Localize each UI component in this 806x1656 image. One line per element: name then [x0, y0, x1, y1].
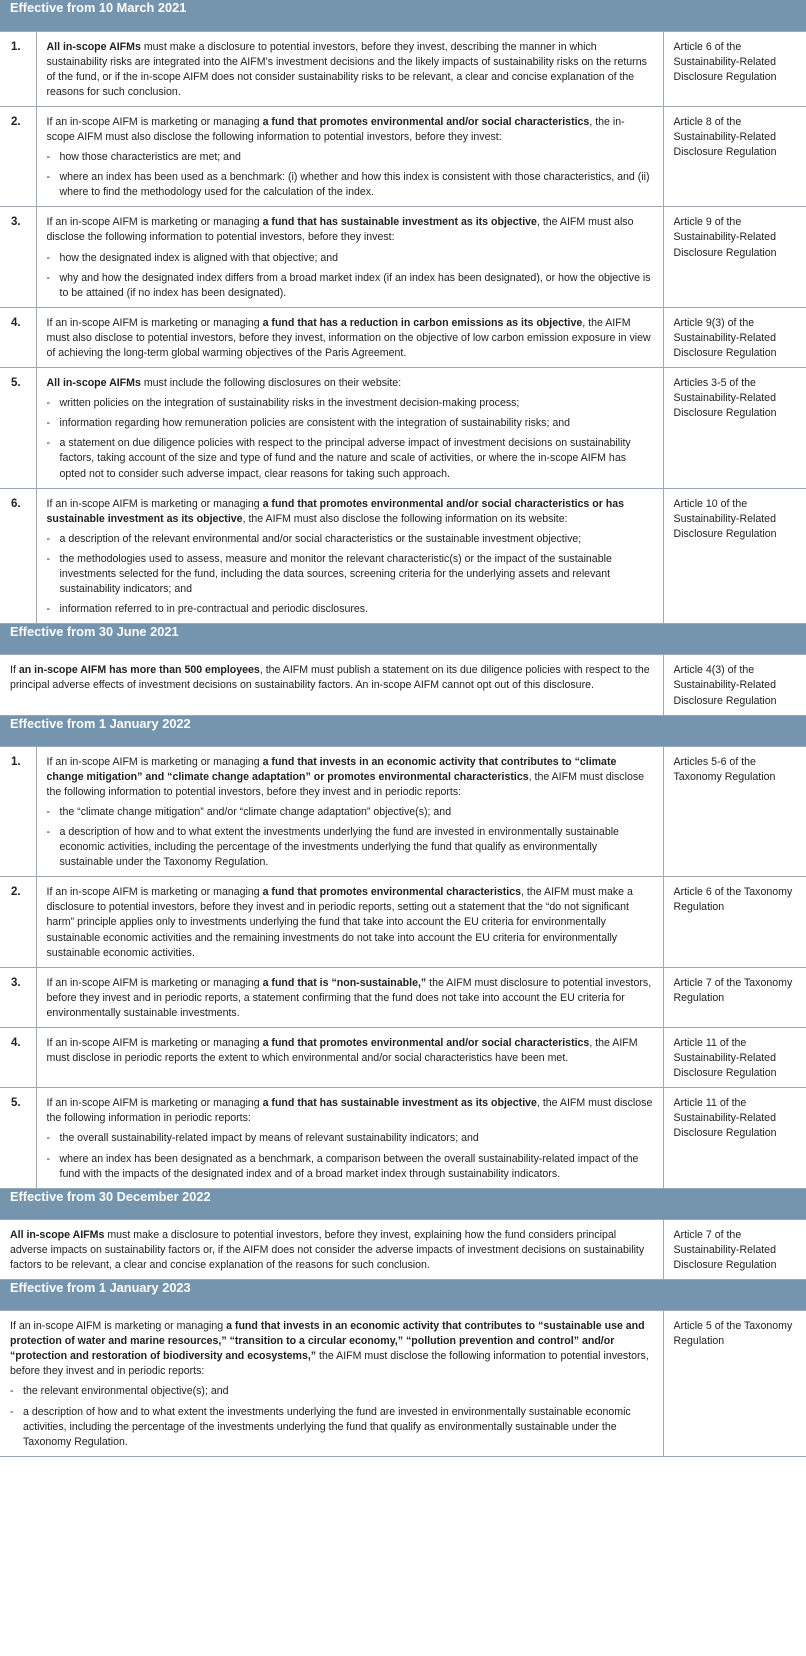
requirement-bullet: - the methodologies used to assess, measure and monitor the relevant characteristic(s) or the impact of the sustainable investments selected for the fund, including the data sources, screening criteria for the underlying assets and relevant sustainability indicators; and [47, 552, 653, 597]
requirement-bullet-list [47, 532, 653, 617]
requirement-text-cell [36, 31, 663, 106]
requirement-text-run: If an in-scope AIFM is marketing or managing [10, 1320, 227, 1333]
requirement-text-run: If an in-scope AIFM is marketing or managing [46, 316, 263, 329]
requirement-row [0, 307, 806, 367]
requirement-paragraph [47, 215, 653, 245]
requirement-bullet: - a description of how and to what extent the investments underlying the fund are invested in environmentally sustainable economic activities, including the percentage of the investments underlying the fund that qualify as environmentally sustainable under the Taxonomy Regulation. [10, 1405, 653, 1450]
requirement-row [0, 1311, 806, 1457]
requirement-paragraph [47, 755, 653, 800]
regulation-reference: Article 10 of the Sustainability-Related Disclosure Regulation [663, 488, 806, 624]
row-number: 2. [0, 106, 36, 206]
requirement-text-run: If an in-scope AIFM is marketing or managing [46, 976, 263, 989]
requirement-paragraph [47, 1096, 653, 1126]
requirement-text-run: the AIFM must disclose the following information to potential investors, before they invest and in periodic reports: [10, 1350, 649, 1378]
requirement-paragraph [10, 1228, 653, 1273]
requirement-paragraph [47, 376, 653, 391]
requirement-text-cell [0, 655, 663, 715]
regulation-reference: Article 7 of the Taxonomy Regulation [663, 967, 806, 1027]
requirement-bullet: - where an index has been used as a benchmark: (i) whether and how this index is consistent with those characteristics, and (ii) where to find the methodology used for the calculation of the index. [47, 170, 653, 200]
regulation-reference: Article 9(3) of the Sustainability-Related Disclosure Regulation [663, 307, 806, 367]
requirement-row [0, 655, 806, 715]
requirement-bullet: - written policies on the integration of sustainability risks in the investment decision-making process; [47, 396, 653, 411]
requirement-text-cell [36, 1088, 663, 1188]
section-header-row [0, 0, 806, 31]
requirement-bullet: - how those characteristics are met; and [47, 150, 653, 165]
requirement-text-run: If an in-scope AIFM is marketing or managing [46, 115, 263, 128]
requirement-text-run: If an in-scope AIFM is marketing or managing [46, 886, 263, 899]
requirement-text-run: , the AIFM must also disclose to potential investors, before they invest, information on the objective of low carbon emission exposure in view of achieving the long-term global warming objectives of the Paris Agreement. [46, 316, 651, 359]
requirement-bullet: - where an index has been designated as a benchmark, a comparison between the overall sustainability-related impact of the fund with the impacts of the designated index and of a broad market index through sustainability indicators. [47, 1152, 653, 1182]
section-header-row [0, 1188, 806, 1219]
section-title: Effective from 30 June 2021 [0, 624, 806, 655]
regulation-reference: Article 11 of the Sustainability-Related Disclosure Regulation [663, 1088, 806, 1188]
requirement-row [0, 31, 806, 106]
requirement-emphasis: a fund that has sustainable investment as its objective [262, 1097, 537, 1110]
requirement-text-run: must make a disclosure to potential investors, before they invest, explaining how the fund considers principal adverse impacts on sustainability factors or, if the AIFM does not consider the adverse impacts of investment decisions on sustainability factors to be relevant, a clear and concise explanation of the reasons for such conclusion. [10, 1228, 645, 1271]
regulation-reference: Article 6 of the Taxonomy Regulation [663, 877, 806, 967]
section-title: Effective from 1 January 2023 [0, 1280, 806, 1311]
row-number: 3. [0, 207, 36, 307]
requirement-text-cell [36, 746, 663, 877]
regulation-reference: Article 6 of the Sustainability-Related Disclosure Regulation [663, 31, 806, 106]
requirement-emphasis: All in-scope AIFMs [46, 40, 141, 53]
row-number: 4. [0, 307, 36, 367]
row-number: 1. [0, 31, 36, 106]
requirement-emphasis: All in-scope AIFMs [10, 1228, 105, 1241]
regulation-reference: Article 9 of the Sustainability-Related Disclosure Regulation [663, 207, 806, 307]
requirement-text-run: If an in-scope AIFM is marketing or managing [46, 1037, 263, 1049]
section-header-row [0, 1280, 806, 1311]
requirement-bullet-list [47, 251, 653, 301]
regulation-reference: Article 4(3) of the Sustainability-Related Disclosure Regulation [663, 655, 806, 715]
section-title: Effective from 30 December 2022 [0, 1188, 806, 1219]
requirement-text-run: the AIFM must disclosure to potential investors, before they invest and in periodic reports, a statement confirming that the fund does not take into account the EU criteria for environmentally sustainable investments. [46, 976, 652, 1019]
section-header-row [0, 624, 806, 655]
requirement-row [0, 368, 806, 489]
requirement-bullet: - how the designated index is aligned with that objective; and [47, 251, 653, 266]
requirement-row [0, 967, 806, 1027]
regulation-reference: Article 7 of the Sustainability-Related Disclosure Regulation [663, 1219, 806, 1279]
requirement-bullet: - a description of the relevant environmental and/or social characteristics or the sustainable investment objective; [47, 532, 653, 547]
requirement-emphasis: a fund that invests in an economic activity that contributes to “sustainable use and protection of water and marine resources,” “transition to a circular economy,” “pollution prevention and control” and/or “protection and restoration of biodiversity and ecosystems,” [10, 1320, 645, 1363]
requirement-text-cell [36, 207, 663, 307]
requirement-bullet: - information regarding how remuneration policies are consistent with the integration of sustainability risks; and [47, 416, 653, 431]
section-title: Effective from 10 March 2021 [0, 0, 806, 31]
requirement-paragraph [10, 663, 653, 693]
requirement-text-cell [36, 967, 663, 1027]
requirement-bullet: - a statement on due diligence policies with respect to the principal adverse impact of investment decisions on sustainability factors, taking account of the size and type of fund and the nature and scale of activities, or where the in-scope AIFM has opted not to consider such adverse impact, clear reasons for taking such approach. [47, 436, 653, 481]
regulation-reference: Article 5 of the Taxonomy Regulation [663, 1311, 806, 1457]
requirement-bullet: - the relevant environmental objective(s); and [10, 1384, 653, 1399]
section-title: Effective from 1 January 2022 [0, 715, 806, 746]
requirement-text-run: , the AIFM must disclose the following information in periodic reports: [46, 1097, 653, 1125]
requirement-bullet: - the “climate change mitigation” and/or “climate change adaptation” objective(s); and [47, 805, 653, 820]
requirement-bullet: - a description of how and to what extent the investments underlying the fund are invested in environmentally sustainable economic activities, including the percentage of the investments underlying the fund that qualify as environmentally sustainable under the Taxonomy Regulation. [47, 825, 653, 870]
requirement-text-run: , the AIFM must disclose in periodic reports the extent to which environmental and/or social characteristics have been met. [46, 1037, 638, 1065]
requirement-bullet-list [47, 805, 653, 870]
requirement-bullet-list [47, 1131, 653, 1181]
requirement-text-run: If an in-scope AIFM is marketing or managing [46, 216, 263, 229]
requirement-text-run: , the AIFM must also disclose the following information to potential investors, before they invest: [46, 216, 634, 244]
requirement-text-run: , the AIFM must make a disclosure to potential investors, before they invest and in periodic reports, setting out a statement that the “do not significant harm” principle applies only to investments underlying the fund that take into account the EU criteria for environmentally sustainable economic activities and the remaining investments do not take into account the EU criteria for environmentally sustainable economic activities. [46, 886, 633, 959]
requirement-emphasis: a fund that promotes environmental characteristics [262, 886, 522, 899]
requirement-bullet: - the overall sustainability-related impact by means of relevant sustainability indicators; and [47, 1131, 653, 1146]
requirement-paragraph [47, 40, 653, 100]
requirement-text-cell [36, 368, 663, 489]
row-number: 5. [0, 1088, 36, 1188]
requirement-row [0, 1028, 806, 1088]
requirement-text-cell [36, 877, 663, 967]
requirement-emphasis: a fund that is “non-sustainable,” [262, 976, 427, 989]
regulation-reference: Articles 3-5 of the Sustainability-Related Disclosure Regulation [663, 368, 806, 489]
regulation-reference: Article 11 of the Sustainability-Related Disclosure Regulation [663, 1028, 806, 1088]
requirement-row [0, 488, 806, 624]
requirement-paragraph [47, 115, 653, 145]
requirement-paragraph [47, 1036, 653, 1066]
requirement-text-cell [36, 106, 663, 206]
requirement-paragraph [47, 316, 653, 361]
requirement-text-run: , the AIFM must publish a statement on its due diligence policies with respect to the principal adverse effects of investment decisions on sustainability factors. An in-scope AIFM cannot opt out of this disclosure. [10, 664, 650, 692]
requirement-text-cell [36, 488, 663, 624]
requirement-text-cell [0, 1219, 663, 1279]
requirement-text-run: must include the following disclosures on their website: [140, 377, 402, 390]
requirement-emphasis: a fund that has sustainable investment as its objective [262, 216, 537, 229]
row-number: 4. [0, 1028, 36, 1088]
requirement-text-cell [36, 307, 663, 367]
requirement-text-run: If an in-scope AIFM is marketing or managing [46, 1097, 263, 1110]
requirement-emphasis: a fund that has a reduction in carbon emissions as its objective [262, 316, 583, 329]
row-number: 5. [0, 368, 36, 489]
requirement-emphasis: a fund that promotes environmental and/or social characteristics [262, 1037, 590, 1049]
row-number: 3. [0, 967, 36, 1027]
requirement-paragraph [47, 976, 653, 1021]
requirement-bullet-list [10, 1384, 653, 1449]
requirement-bullet-list [47, 150, 653, 200]
requirement-row [0, 207, 806, 307]
row-number: 6. [0, 488, 36, 624]
row-number: 2. [0, 877, 36, 967]
requirement-paragraph [47, 497, 653, 527]
requirement-row [0, 1219, 806, 1279]
requirement-paragraph [10, 1319, 653, 1379]
requirement-text-cell [0, 1311, 663, 1457]
requirement-emphasis: a fund that promotes environmental and/or social characteristics [262, 115, 590, 128]
requirement-emphasis: a fund that invests in an economic activity that contributes to “climate change mitigation” and “climate change adaptation” or promotes environmental characteristics [46, 755, 617, 783]
requirement-row [0, 106, 806, 206]
requirement-bullet-list [47, 396, 653, 481]
regulation-reference: Article 8 of the Sustainability-Related Disclosure Regulation [663, 106, 806, 206]
requirement-emphasis: an in-scope AIFM has more than 500 employees [18, 664, 260, 677]
section-header-row [0, 715, 806, 746]
requirement-text-run: must make a disclosure to potential investors, before they invest, describing the manner in which sustainability risks are integrated into the AIFM’s investment decisions and the likely impacts of sustainability risks on the returns of the fund, or if the in-scope AIFM does not consider sustainability risks to be relevant, a clear and concise explanation of the reasons for such conclusion. [46, 40, 647, 98]
regulation-reference: Articles 5-6 of the Taxonomy Regulation [663, 746, 806, 877]
requirement-row [0, 746, 806, 877]
requirement-emphasis: a fund that promotes environmental and/or social characteristics or has sustainable investment as its objective [46, 497, 625, 525]
requirement-emphasis: All in-scope AIFMs [46, 377, 141, 390]
requirement-text-run: , the AIFM must disclose the following information to potential investors, before they invest and in periodic reports: [46, 770, 645, 798]
requirement-text-cell [36, 1028, 663, 1088]
requirement-row [0, 1088, 806, 1188]
requirement-text-run: , the AIFM must also disclose the following information on its website: [242, 512, 568, 525]
requirement-row [0, 877, 806, 967]
requirement-text-run: If an in-scope AIFM is marketing or managing [46, 755, 263, 768]
row-number: 1. [0, 746, 36, 877]
requirement-text-run: If [10, 664, 19, 677]
requirement-bullet: - information referred to in pre-contractual and periodic disclosures. [47, 602, 653, 617]
requirement-text-run: , the in-scope AIFM must also disclose the following information to potential investors, before they invest: [46, 115, 625, 143]
requirement-text-run: If an in-scope AIFM is marketing or managing [46, 497, 263, 510]
requirement-paragraph [47, 885, 653, 960]
requirement-bullet: - why and how the designated index differs from a broad market index (if an index has been designated), or how the objective is to be attained (if no index has been designated). [47, 271, 653, 301]
